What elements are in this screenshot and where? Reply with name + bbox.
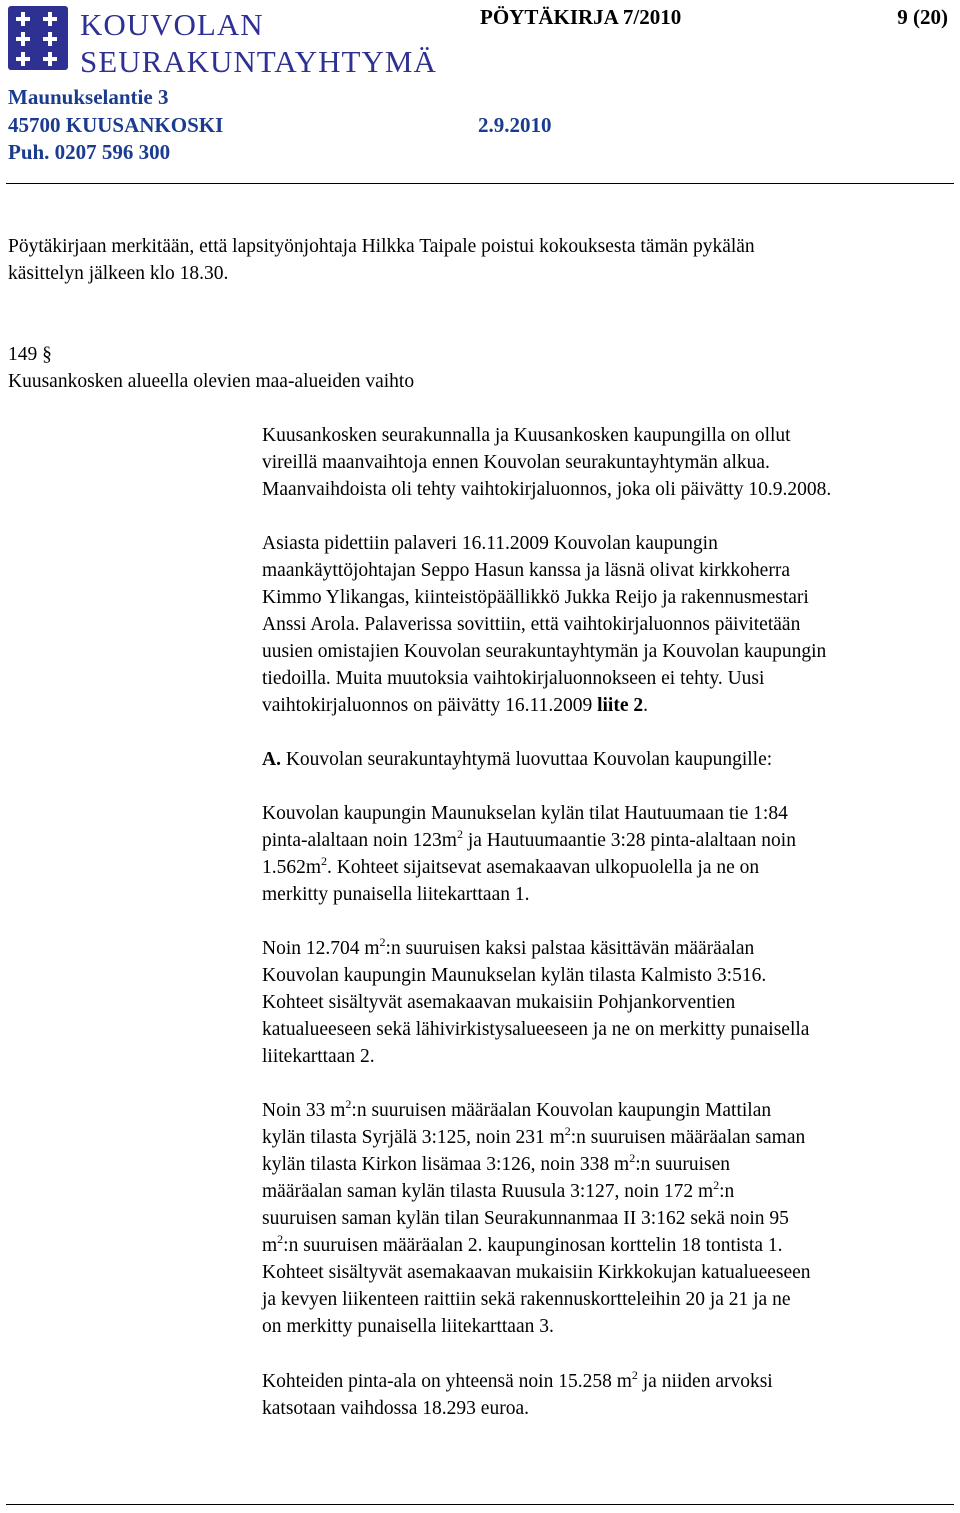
text-line <box>262 692 826 719</box>
text-line: Pöytäkirjaan merkitään, että lapsityönjohtaja Hilkka Taipale poistui kokouksesta tämän pykälän <box>8 236 755 257</box>
header-divider <box>6 183 954 184</box>
organization-logo <box>4 3 450 83</box>
text-line: ja kevyen liikenteen raittiin sekä rakennuskortteleihin 20 ja 21 ja ne <box>262 1289 791 1310</box>
text-line: Maanvaihdoista oli tehty vaihtokirjaluonnos, joka oli päivätty 10.9.2008. <box>262 479 832 500</box>
text-fragment: :n <box>719 1181 735 1202</box>
text-fragment: :n suuruisen <box>635 1154 730 1175</box>
text-fragment: . <box>643 695 648 716</box>
text-fragment: :n suuruisen kaksi palstaa käsittävän määräalan <box>385 938 755 959</box>
address-street: Maunukselantie 3 <box>8 85 169 109</box>
text-line: Kohteet sisältyvät asemakaavan mukaisiin Kirkkokujan katualueeseen <box>262 1262 811 1283</box>
superscript: 2 <box>564 1124 571 1138</box>
section-heading <box>8 341 414 395</box>
text-line <box>262 1178 811 1205</box>
superscript: 2 <box>456 827 463 841</box>
superscript: 2 <box>629 1151 636 1165</box>
text-line <box>262 1124 811 1151</box>
paragraph-area-1 <box>262 800 796 908</box>
text-line: Kouvolan kaupungin Maunukselan kylän tilat Hautuumaan tie 1:84 <box>262 803 788 824</box>
superscript: 2 <box>379 935 386 949</box>
superscript: 2 <box>321 854 328 868</box>
superscript: 2 <box>631 1368 638 1382</box>
logo-text-line1: KOUVOLAN <box>80 7 264 42</box>
section-number: 149 § <box>8 344 52 365</box>
text-line <box>262 1151 811 1178</box>
text-fragment: määräalan saman kylän tilasta Ruusula 3:127, noin 172 m <box>262 1181 714 1202</box>
text-line <box>262 1097 811 1124</box>
part-a-heading <box>262 746 772 773</box>
text-fragment: kylän tilasta Kirkon lisämaa 3:126, noin 338 m <box>262 1154 630 1175</box>
text-fragment: Kohteiden pinta-ala on yhteensä noin 15.258 m <box>262 1371 632 1392</box>
text-fragment: :n suuruisen määräalan 2. kaupunginosan korttelin 18 tontista 1. <box>283 1235 783 1256</box>
page-number: 9 (20) <box>897 5 948 29</box>
text-line: käsittelyn jälkeen klo 18.30. <box>8 263 229 284</box>
text-line <box>262 827 796 854</box>
paragraph-background <box>262 422 831 503</box>
text-fragment: m <box>262 1235 278 1256</box>
intro-paragraph <box>8 233 755 287</box>
text-fragment: 1.562m <box>262 857 322 878</box>
text-fragment: :n suuruisen määräalan Kouvolan kaupungin Mattilan <box>351 1100 772 1121</box>
text-line <box>262 746 772 773</box>
text-line: Asiasta pidettiin palaveri 16.11.2009 Kouvolan kaupungin <box>262 533 718 554</box>
text-line: on merkitty punaisella liitekarttaan 3. <box>262 1316 554 1337</box>
text-line: suuruisen saman kylän tilan Seurakunnanmaa II 3:162 sekä noin 95 <box>262 1208 789 1229</box>
text-line: maankäyttöjohtajan Seppo Hasun kanssa ja läsnä olivat kirkkoherra <box>262 560 790 581</box>
text-line: Kouvolan kaupungin Maunukselan kylän tilasta Kalmisto 3:516. <box>262 965 767 986</box>
phone-number: Puh. 0207 596 300 <box>8 140 171 164</box>
paragraph-total <box>262 1368 773 1422</box>
text-line: katsotaan vaihdossa 18.293 euroa. <box>262 1398 529 1419</box>
part-a-text: Kouvolan seurakuntayhtymä luovuttaa Kouvolan kaupungille: <box>280 749 773 770</box>
text-fragment: Noin 33 m <box>262 1100 346 1121</box>
address-city: 45700 KUUSANKOSKI <box>8 113 224 137</box>
text-line: Kohteet sisältyvät asemakaavan mukaisiin Pohjankorventien <box>262 992 736 1013</box>
superscript: 2 <box>277 1232 284 1246</box>
text-fragment: vaihtokirjaluonnos on päivätty 16.11.2009 <box>262 695 598 716</box>
text-line <box>262 854 796 881</box>
paragraph-meeting <box>262 530 826 719</box>
text-line: katualueeseen sekä lähivirkistysalueeseen ja ne on merkitty punaisella <box>262 1019 810 1040</box>
document-title: PÖYTÄKIRJA 7/2010 <box>480 5 682 29</box>
text-line <box>262 1232 811 1259</box>
paragraph-area-3 <box>262 1097 811 1340</box>
text-line <box>262 1368 773 1395</box>
logo-text-line2: SEURAKUNTAYHTYMÄ <box>80 44 437 79</box>
text-fragment: ja Hautuumaantie 3:28 pinta-alaltaan noin <box>462 830 796 851</box>
cross-emblem-icon <box>8 6 68 70</box>
paragraph-area-2 <box>262 935 809 1070</box>
text-fragment: :n suuruisen määräalan saman <box>570 1127 806 1148</box>
text-line: liitekarttaan 2. <box>262 1046 375 1067</box>
text-fragment: ja niiden arvoksi <box>637 1371 773 1392</box>
part-a-label: A. <box>262 749 281 770</box>
text-line: Kimmo Ylikangas, kiinteistöpäällikkö Jukka Reijo ja rakennusmestari <box>262 587 809 608</box>
text-line <box>262 935 809 962</box>
text-fragment: pinta-alaltaan noin 123m <box>262 830 457 851</box>
footer-divider <box>6 1504 954 1505</box>
text-fragment: . Kohteet sijaitsevat asemakaavan ulkopuolella ja ne on <box>327 857 760 878</box>
text-fragment: Noin 12.704 m <box>262 938 380 959</box>
text-line: Kuusankosken seurakunnalla ja Kuusankosken kaupungilla on ollut <box>262 425 791 446</box>
text-line: uusien omistajien Kouvolan seurakuntayhtymän ja Kouvolan kaupungin <box>262 641 827 662</box>
text-fragment: kylän tilasta Syrjälä 3:125, noin 231 m <box>262 1127 565 1148</box>
text-line: tiedoilla. Muita muutoksia vaihtokirjaluonnokseen ei tehty. Uusi <box>262 668 765 689</box>
text-line: Anssi Arola. Palaverissa sovittiin, että vaihtokirjaluonnos päivitetään <box>262 614 801 635</box>
section-title: Kuusankosken alueella olevien maa-alueiden vaihto <box>8 371 415 392</box>
meeting-date: 2.9.2010 <box>478 113 552 137</box>
superscript: 2 <box>713 1178 720 1192</box>
text-line: merkitty punaisella liitekarttaan 1. <box>262 884 530 905</box>
superscript: 2 <box>345 1097 352 1111</box>
text-line: vireillä maanvaihtoja ennen Kouvolan seurakuntayhtymän alkua. <box>262 452 770 473</box>
attachment-reference: liite 2 <box>597 695 644 716</box>
